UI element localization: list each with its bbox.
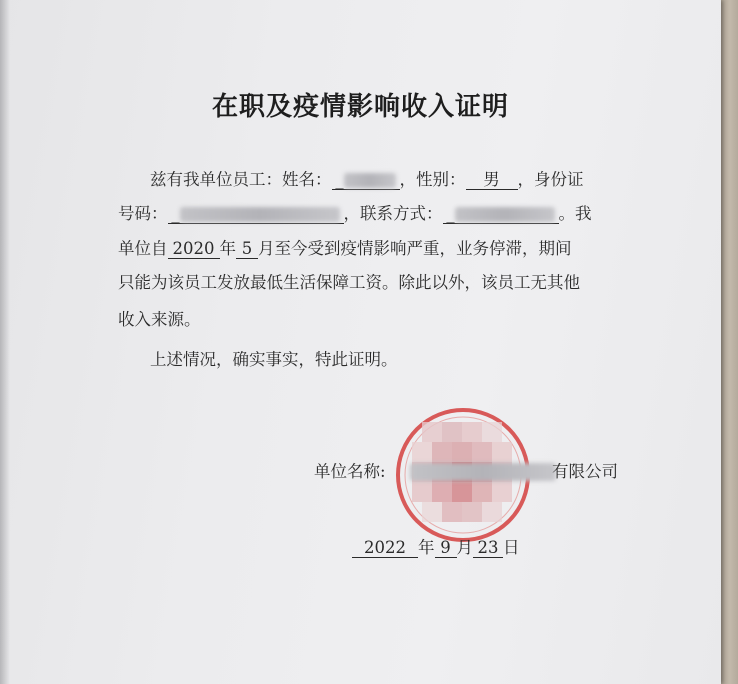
phone-blank: _	[443, 205, 559, 224]
id-label-2: 号码：	[118, 204, 168, 223]
document-title: 在职及疫情影响收入证明	[211, 92, 509, 122]
date-year: 2022	[352, 539, 418, 558]
redacted-id	[180, 207, 340, 222]
start-month: 5	[236, 240, 258, 259]
redacted-name	[344, 173, 396, 188]
unit-name-label: 单位名称:	[314, 462, 386, 481]
paragraph-line-1	[150, 170, 584, 190]
paragraph-line-5: 收入来源。	[118, 310, 201, 329]
redacted-company-name	[410, 463, 556, 481]
name-blank: _	[332, 171, 400, 190]
intro-text: 兹有我单位员工：姓名：	[150, 170, 332, 189]
start-year: 2020	[168, 240, 220, 259]
line2-end: 。我	[558, 204, 592, 223]
id-label: ，身份证	[517, 170, 584, 189]
paragraph-2: 上述情况，确实事实，特此证明。	[150, 350, 398, 369]
gender-label: ，性别：	[399, 170, 466, 189]
paragraph-line-4: 只能为该员工发放最低生活保障工资。除此以外，该员工无其他	[118, 273, 580, 292]
date-month: 9	[435, 539, 457, 558]
phone-label: ，联系方式：	[343, 204, 443, 223]
redacted-phone	[455, 207, 555, 222]
unit-name-suffix: 有限公司	[552, 462, 618, 481]
paragraph-line-2	[118, 204, 592, 224]
table-surface	[718, 0, 738, 684]
id-number-blank: _	[168, 205, 344, 224]
date-day: 23	[473, 539, 503, 558]
signature-date: 2022 年 9 月 23 日	[352, 538, 520, 558]
gender-value: 男	[466, 171, 518, 190]
paragraph-line-3: 单位自 2020 年 5 月至今受到疫情影响严重，业务停滞，期间	[118, 239, 572, 258]
